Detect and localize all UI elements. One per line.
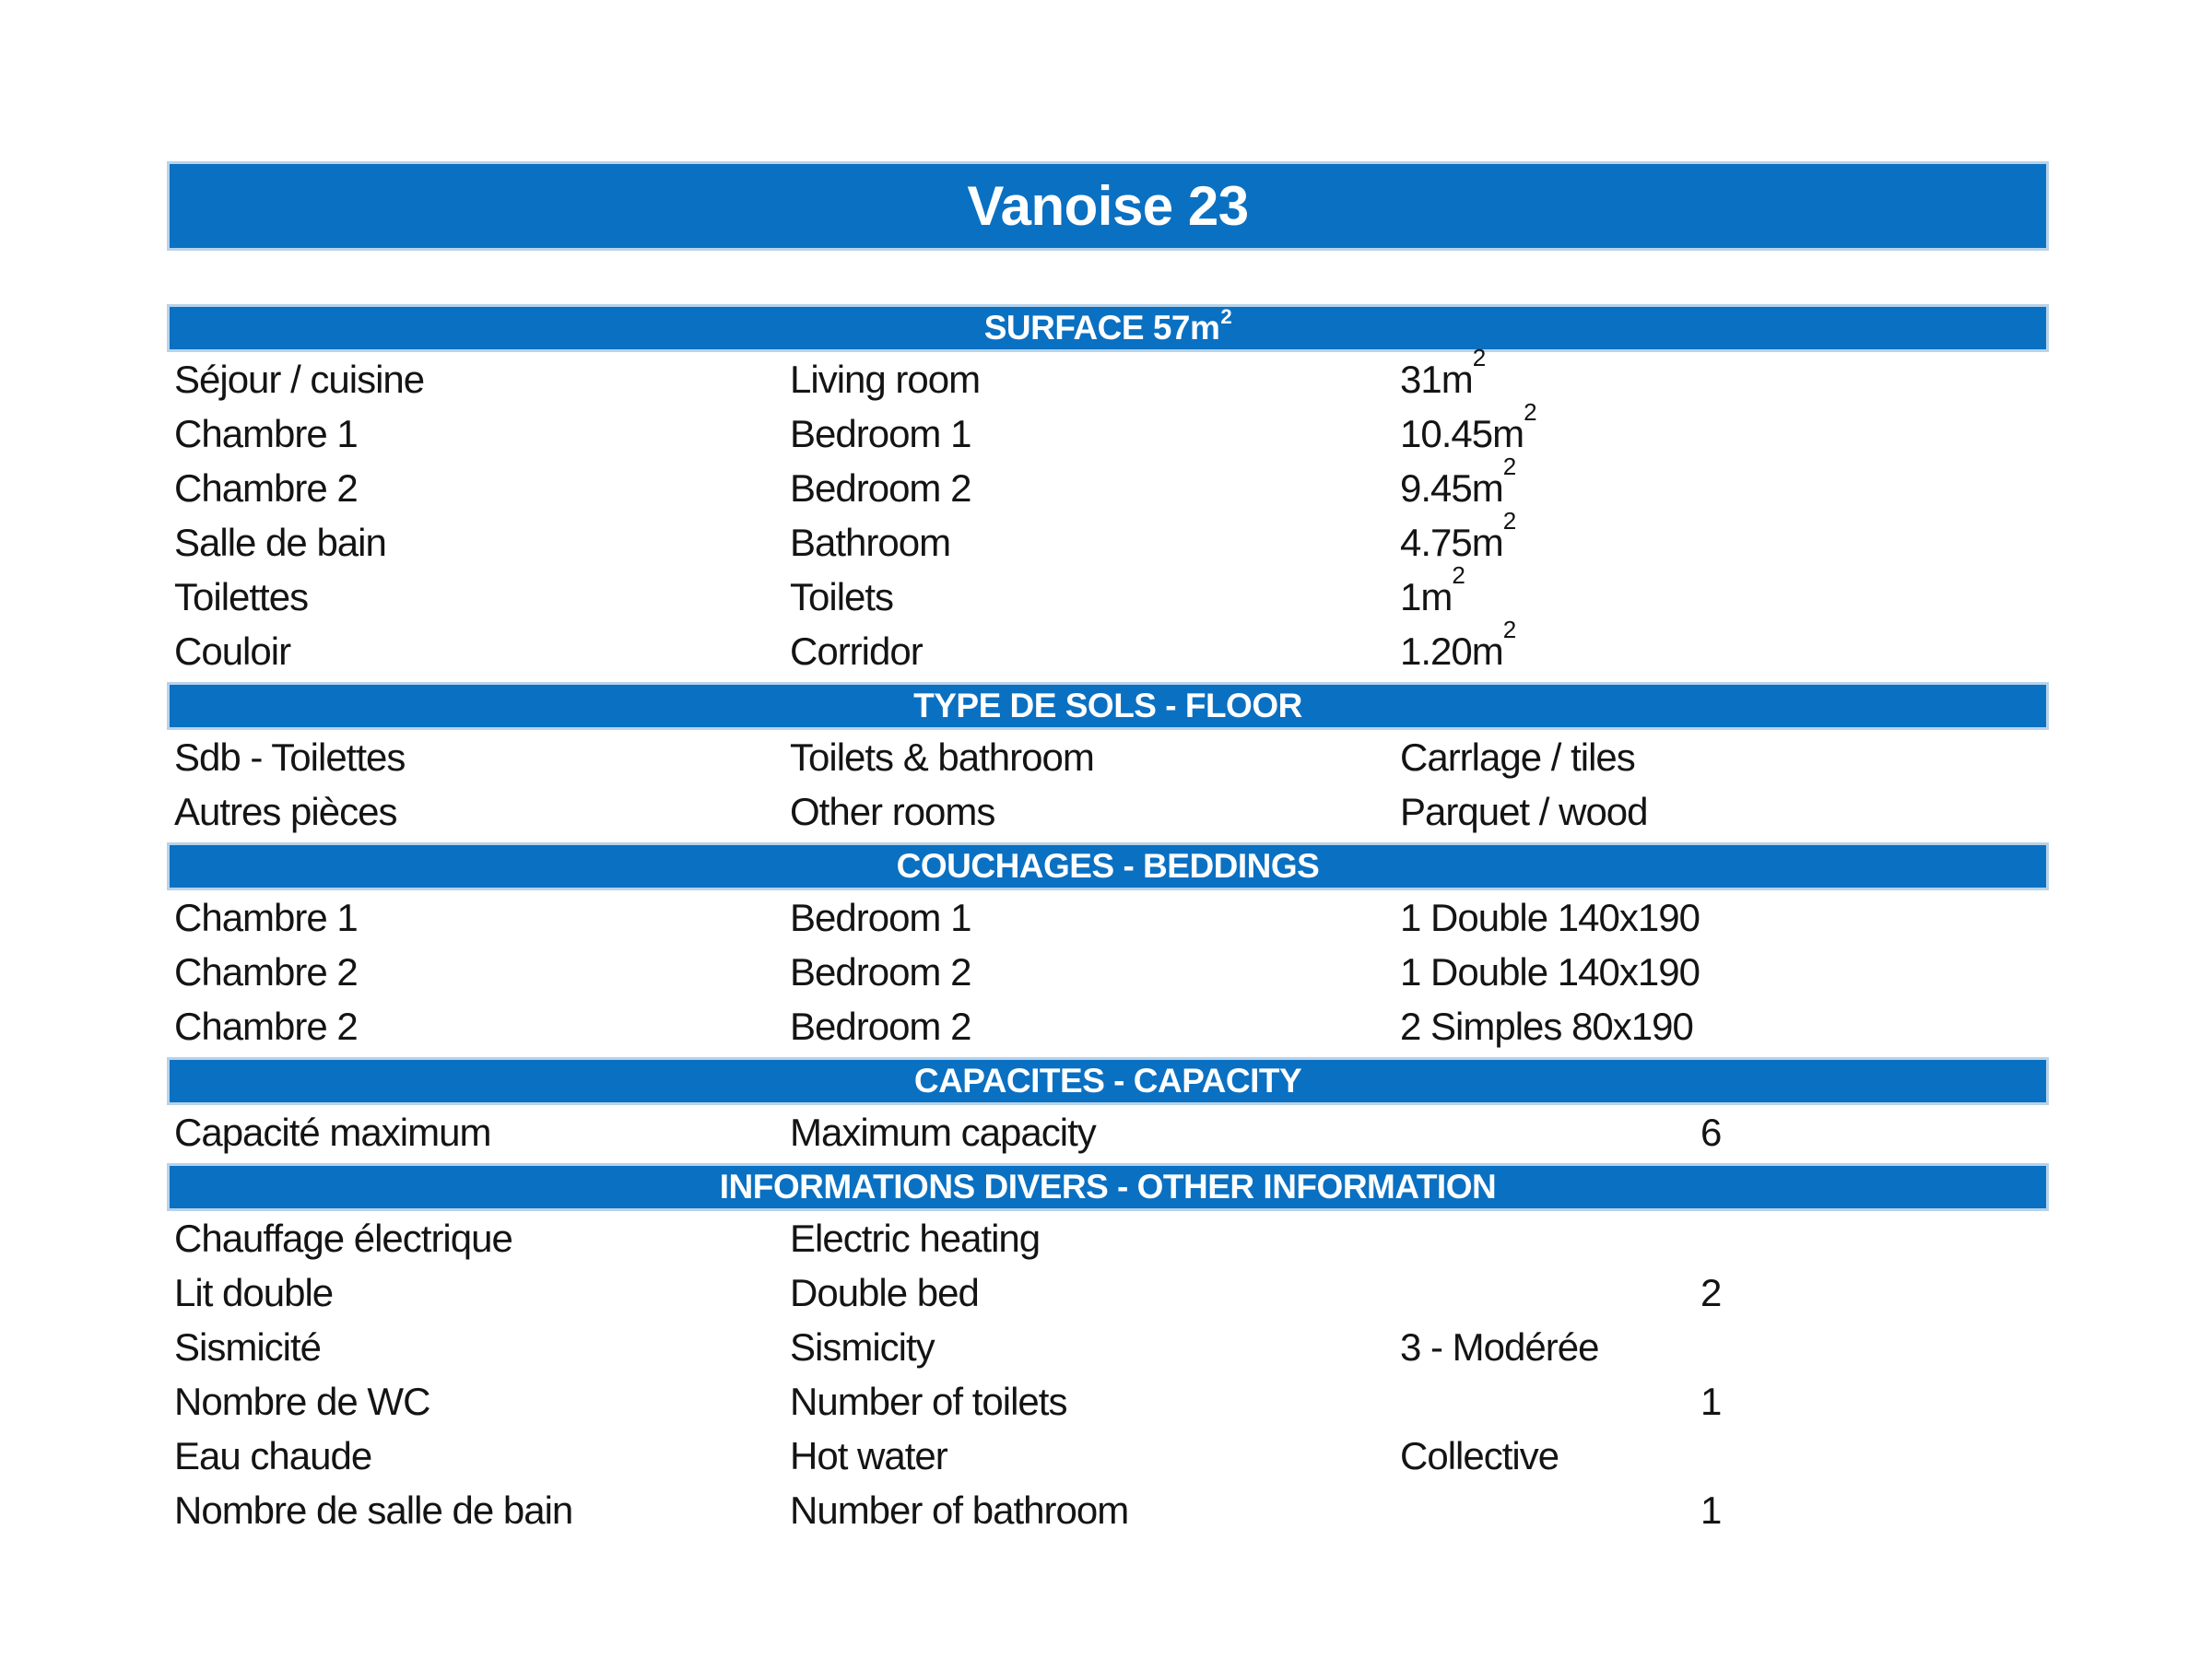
- cell-french-label: Capacité maximum: [174, 1110, 491, 1154]
- section: [167, 842, 2049, 1053]
- cell-english-label: Double bed: [790, 1270, 979, 1314]
- cell-english-label: Living room: [790, 357, 981, 401]
- cell-english-label: Hot water: [790, 1433, 947, 1477]
- sections-container: [167, 304, 2049, 1537]
- section: [167, 304, 2049, 678]
- section-rows: [167, 1211, 2049, 1537]
- section: [167, 1057, 2049, 1159]
- section-header: [167, 1057, 2049, 1105]
- cell-value-superscript: 2: [1502, 507, 1517, 535]
- cell-value-text: 4.75m: [1400, 520, 1503, 564]
- table-row: [167, 1211, 2049, 1265]
- cell-value-text: 31m: [1400, 357, 1473, 401]
- cell-value-text: 2 Simples 80x190: [1400, 1004, 1693, 1048]
- table-row: [167, 784, 2049, 839]
- cell-value: [1400, 453, 1700, 511]
- cell-french-label: Lit double: [174, 1270, 334, 1314]
- cell-english-label: Other rooms: [790, 789, 995, 833]
- cell-french-label: Toilettes: [174, 574, 309, 618]
- section-header: [167, 842, 2049, 890]
- title-bar: [167, 161, 2049, 251]
- cell-value-superscript: 2: [1524, 398, 1537, 427]
- cell-value: [1400, 561, 1700, 619]
- section-rows: [167, 344, 2049, 678]
- cell-value-text: Parquet / wood: [1400, 789, 1648, 833]
- section: [167, 1163, 2049, 1537]
- cell-english-label: Number of toilets: [790, 1379, 1067, 1423]
- table-row: [167, 398, 2049, 461]
- cell-english-label: Maximum capacity: [790, 1110, 1096, 1154]
- cell-french-label: Couloir: [174, 629, 291, 673]
- property-info-sheet: [167, 161, 2049, 1537]
- cell-french-label: Chambre 2: [174, 949, 358, 994]
- cell-value-text: Carrlage / tiles: [1400, 735, 1635, 779]
- cell-english-label: Bedroom 2: [790, 465, 971, 510]
- cell-english-label: Toilets: [790, 574, 894, 618]
- cell-french-label: Séjour / cuisine: [174, 357, 425, 401]
- table-row: [167, 1105, 2049, 1159]
- table-row: [167, 616, 2049, 678]
- section-rows: [167, 730, 2049, 839]
- cell-english-label: Bedroom 1: [790, 895, 971, 939]
- cell-value: [1400, 735, 1700, 780]
- cell-value-text: 1 Double 140x190: [1400, 949, 1700, 994]
- cell-french-label: Chambre 2: [174, 465, 358, 510]
- cell-value-text: Collective: [1400, 1433, 1559, 1477]
- section-header-label: INFORMATIONS DIVERS - OTHER INFORMATION: [719, 1168, 1497, 1206]
- cell-french-label: Chambre 2: [174, 1004, 358, 1048]
- cell-english-label: Electric heating: [790, 1216, 1041, 1260]
- cell-value: [1400, 398, 1700, 456]
- cell-number: 2: [1700, 1270, 1722, 1314]
- page-title: Vanoise 23: [967, 175, 1249, 237]
- section-rows: [167, 890, 2049, 1053]
- section: [167, 682, 2049, 839]
- cell-value-superscript: 2: [1452, 561, 1465, 590]
- table-row: [167, 890, 2049, 945]
- cell-value: [1400, 1325, 1700, 1370]
- section-header-label: COUCHAGES - BEDDINGS: [896, 847, 1320, 885]
- cell-french-label: Nombre de salle de bain: [174, 1488, 573, 1532]
- cell-french-label: Chambre 1: [174, 895, 358, 939]
- cell-value: [1400, 344, 1700, 402]
- cell-number: 1: [1700, 1379, 1722, 1423]
- table-row: [167, 945, 2049, 999]
- cell-english-label: Bedroom 2: [790, 949, 971, 994]
- section-header: [167, 682, 2049, 730]
- cell-english-label: Bathroom: [790, 520, 951, 564]
- cell-french-label: Nombre de WC: [174, 1379, 430, 1423]
- cell-value-superscript: 2: [1502, 453, 1517, 481]
- section-rows: [167, 1105, 2049, 1159]
- cell-number: 6: [1700, 1110, 1722, 1154]
- table-row: [167, 344, 2049, 406]
- section-header: SURFACE 57m $^2$: [167, 304, 2049, 352]
- table-row: [167, 999, 2049, 1053]
- section-header-label: CAPACITES - CAPACITY: [913, 1062, 1302, 1100]
- table-row: [167, 453, 2049, 515]
- cell-english-label: Toilets & bathroom: [790, 735, 1094, 779]
- cell-french-label: Eau chaude: [174, 1433, 372, 1477]
- table-row: [167, 730, 2049, 784]
- table-row: [167, 1320, 2049, 1374]
- cell-value-text: 9.45m: [1400, 465, 1503, 510]
- cell-value: [1400, 507, 1700, 565]
- cell-french-label: Sismicité: [174, 1324, 322, 1369]
- cell-value-text: 3 - Modérée: [1400, 1324, 1599, 1369]
- cell-value-text: 10.45m: [1400, 411, 1524, 455]
- table-row: [167, 1429, 2049, 1483]
- cell-value-superscript: 2: [1472, 344, 1487, 372]
- cell-value-superscript: 2: [1502, 616, 1517, 644]
- cell-number: 1: [1700, 1488, 1722, 1532]
- cell-value-text: 1.20m: [1400, 629, 1503, 673]
- cell-value: [1400, 616, 1700, 674]
- cell-value: [1400, 790, 1700, 834]
- cell-value: [1400, 1005, 1700, 1049]
- cell-english-label: Bedroom 2: [790, 1004, 971, 1048]
- cell-french-label: Autres pièces: [174, 789, 397, 833]
- table-row: [167, 1265, 2049, 1320]
- section-header-label: SURFACE 57m: [983, 309, 1220, 347]
- cell-value-text: 1 Double 140x190: [1400, 895, 1700, 939]
- table-row: [167, 1483, 2049, 1537]
- cell-english-label: Sismicity: [790, 1324, 935, 1369]
- cell-french-label: Chauffage électrique: [174, 1216, 512, 1260]
- section-header-label: TYPE DE SOLS - FLOOR: [913, 687, 1302, 724]
- cell-french-label: Chambre 1: [174, 411, 358, 455]
- section-header: [167, 1163, 2049, 1211]
- cell-english-label: Bedroom 1: [790, 411, 971, 455]
- cell-value: [1400, 950, 1700, 994]
- table-row: [167, 507, 2049, 570]
- table-row: [167, 561, 2049, 624]
- cell-value: [1400, 1434, 1700, 1478]
- cell-french-label: Salle de bain: [174, 520, 386, 564]
- cell-english-label: Number of bathroom: [790, 1488, 1129, 1532]
- table-row: [167, 1374, 2049, 1429]
- cell-english-label: Corridor: [790, 629, 923, 673]
- cell-value: [1400, 896, 1700, 940]
- cell-french-label: Sdb - Toilettes: [174, 735, 406, 779]
- cell-value-text: 1m: [1400, 574, 1453, 618]
